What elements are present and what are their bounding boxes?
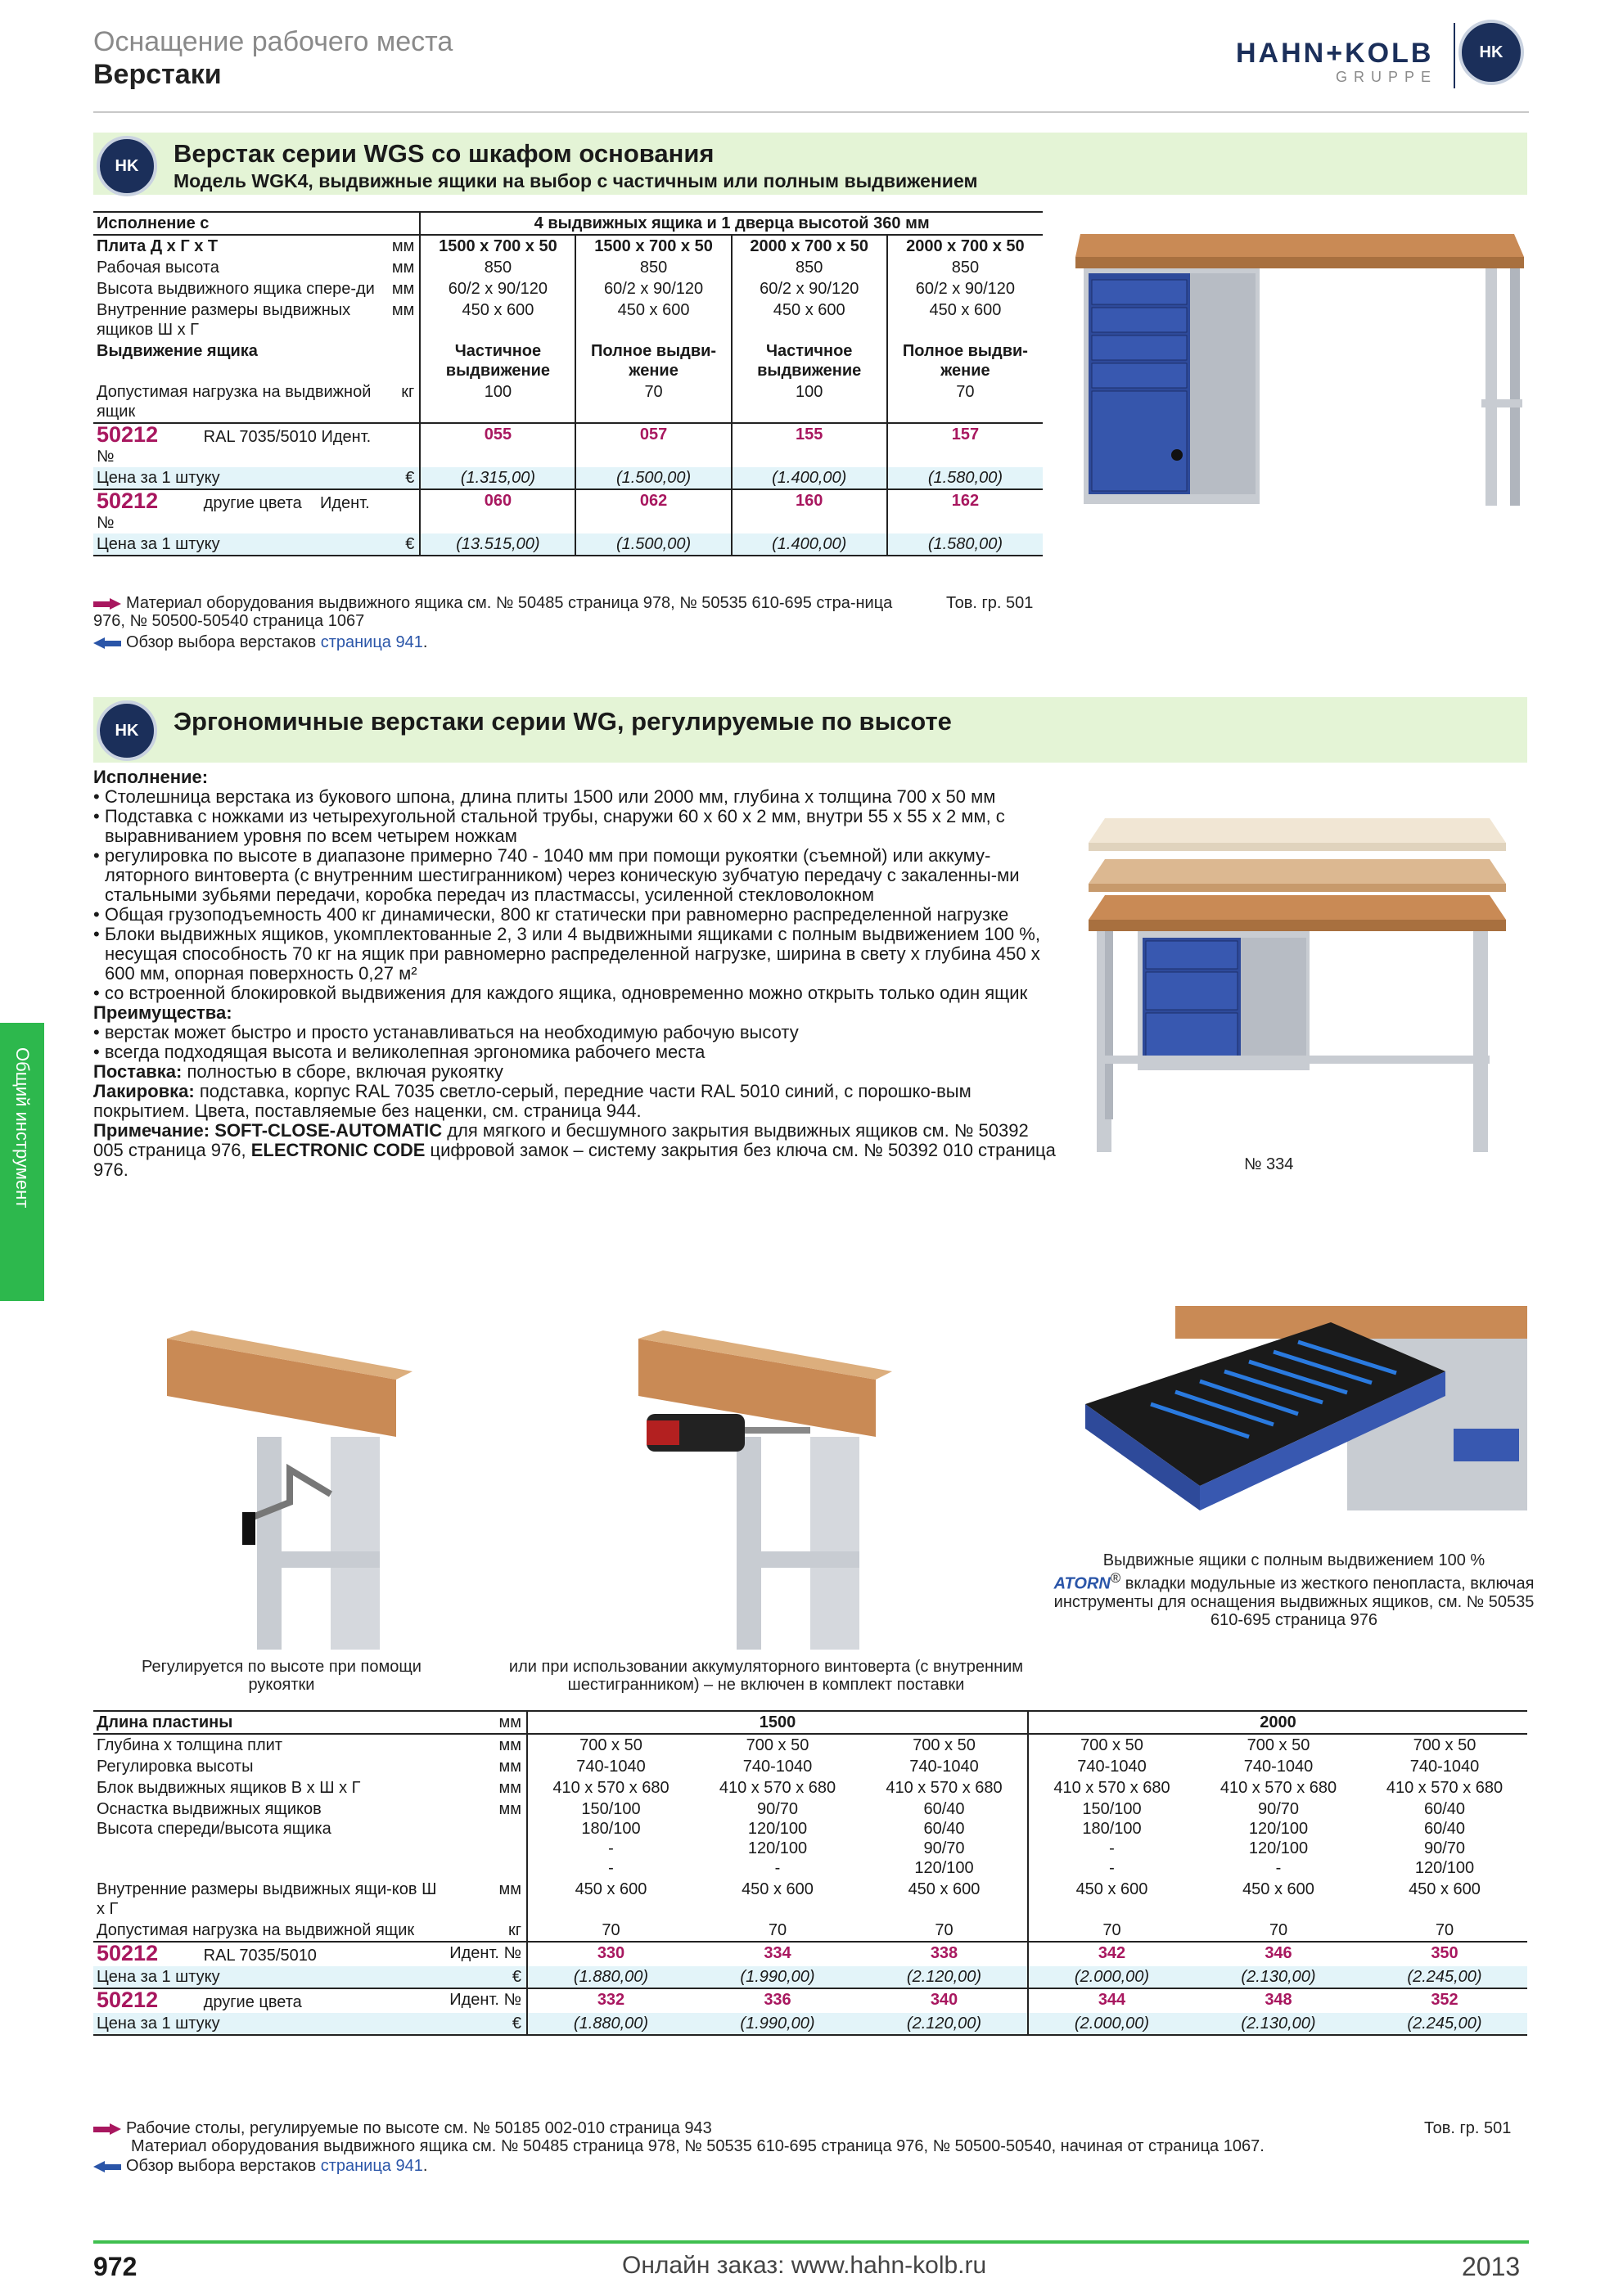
price: (1.500,00)	[575, 533, 731, 556]
item-id: 336	[764, 1991, 791, 2009]
equip-label: Оснастка выдвижных ящиков	[97, 1800, 322, 1818]
table-cell: 2000 х 700 х 50	[732, 235, 887, 257]
unit-cell: мм	[498, 1736, 521, 1754]
unit-cell: мм	[498, 1713, 521, 1731]
arrow-left-icon	[93, 2161, 121, 2172]
item-id: 330	[527, 1942, 694, 1966]
table-cell: 700 х 50	[913, 1736, 976, 1754]
variant-label: RAL 7035/5010	[203, 1947, 317, 1965]
logo-divider	[1454, 23, 1455, 88]
table-cell: 150/100 180/100 - -	[527, 1799, 694, 1879]
note-end: .	[422, 633, 428, 651]
table-cell: 60/40 60/40 90/70 120/100	[914, 1800, 974, 1877]
table-cell: 450 х 600	[420, 299, 575, 340]
supply-label: Поставка:	[93, 1061, 183, 1082]
section1-title: Верстак серии WGS со шкафом основания	[174, 139, 715, 168]
table-cell: 740-1040	[1243, 1758, 1314, 1776]
price: (1.580,00)	[887, 533, 1043, 556]
table-cell: 850	[887, 257, 1043, 278]
item-id: 344	[1028, 1988, 1195, 2013]
price: (2.000,00)	[1028, 2013, 1195, 2035]
table-cell: 410 х 570 х 680	[1386, 1779, 1504, 1797]
table-cell: 70	[887, 381, 1043, 423]
adv-item: • всегда подходящая высота и великолепная эргономика рабочего места	[93, 1042, 1059, 1062]
section1-subtitle: Модель WGK4, выдвижные ящики на выбор с частичным или полным выдвижением	[174, 170, 978, 191]
section2-description	[93, 768, 1059, 1180]
variant-label: другие цвета	[203, 1993, 302, 2011]
catalog-year: 2013	[1462, 2252, 1521, 2281]
exec-item: • Подставка с ножками из четырехугольной стальной трубы, снаружи 60 х 60 х 2 мм, внутри 55 х 55 х 2 мм, с выравниванием уровня по всем четырем ножкам	[93, 807, 1059, 846]
table-cell: 700 х 50	[1028, 1734, 1195, 1756]
item-id: 057	[575, 423, 731, 467]
table-cell: 410 х 570 х 680	[527, 1777, 694, 1799]
table-cell: 60/2 х 90/120	[732, 278, 887, 299]
page-section-label: Оснащение рабочего места	[93, 26, 453, 57]
price: (1.400,00)	[732, 533, 887, 556]
table-cell: 700 х 50	[1413, 1736, 1476, 1754]
caption-drawer-line: вкладки модульные из жесткого пенопласта, включая инструменты для оснащения выдвижных ящиков, см. № 50535 610-695 страница 976	[1053, 1574, 1535, 1629]
table-cell: 410 х 570 х 680	[886, 1779, 1003, 1797]
arrow-right-icon	[93, 2123, 121, 2135]
adv-item: • верстак может быстро и просто устанавливаться на необходимую рабочую высоту	[93, 1023, 1059, 1042]
caption-drawer-line: Выдвижные ящики с полным выдвижением 100 %	[1102, 1551, 1485, 1569]
section1-badge-icon	[97, 136, 157, 196]
exec-heading: Исполнение:	[93, 767, 209, 787]
table-cell: 450 х 600	[908, 1880, 981, 1898]
table-cell: 60/2 х 90/120	[575, 278, 731, 299]
exec-item: • Общая грузоподъемность 400 кг динамически, 800 кг статически при равномерно распределенной нагрузке	[93, 905, 1059, 925]
table-cell: 60/40 60/40 90/70 120/100	[1414, 1800, 1475, 1877]
table-cell: 700 х 50	[527, 1734, 694, 1756]
section1-note-overview	[93, 633, 427, 651]
caption-crank: Регулируется по высоте при помощи рукоятки	[142, 1658, 422, 1694]
adv-heading: Преимущества:	[93, 1002, 232, 1023]
table-cell: 70	[1435, 1921, 1454, 1939]
item-id: 160	[732, 489, 887, 533]
section2-spec-table	[93, 1710, 1527, 2036]
note-text: Обзор выбора верстаков	[126, 2157, 317, 2175]
table-cell: 60/2 х 90/120	[887, 278, 1043, 299]
arrow-left-icon	[93, 637, 121, 649]
price: (1.880,00)	[527, 2013, 694, 2035]
item-id: 342	[1028, 1942, 1195, 1966]
item-id: 157	[887, 423, 1043, 467]
id-label: Идент. №	[449, 1944, 521, 1962]
table-cell: 450 х 600	[732, 299, 887, 340]
id-label: Идент. №	[97, 428, 372, 466]
table-cell: Исполнение с	[97, 214, 210, 232]
table-cell: Полное выдви-жение	[887, 340, 1043, 381]
price: (13.515,00)	[420, 533, 575, 556]
supply-text: полностью в сборе, включая рукоятку	[187, 1061, 503, 1082]
table-cell: 4 выдвижных ящика и 1 дверца высотой 360 мм	[420, 212, 1043, 235]
price: (1.315,00)	[420, 467, 575, 489]
item-code: 50212	[97, 1941, 159, 1965]
unit-cell: мм	[498, 1758, 521, 1776]
drawer-tools-image	[1069, 1306, 1527, 1543]
table-cell: 700 х 50	[746, 1736, 809, 1754]
item-id: 062	[575, 489, 731, 533]
table-cell: 60/2 х 90/120	[420, 278, 575, 299]
item-id: 346	[1265, 1944, 1292, 1962]
item-id: 340	[930, 1991, 958, 2009]
unit-cell: мм	[391, 237, 415, 255]
unit-cell: мм	[391, 259, 415, 277]
table-cell: 700 х 50	[1247, 1736, 1310, 1754]
table-cell: 450 х 600	[887, 299, 1043, 340]
table-cell: 100	[420, 381, 575, 423]
section1-product-group: Тов. гр. 501	[946, 594, 1034, 612]
overview-page-link[interactable]: страница 941	[320, 633, 423, 651]
section2-note-worktables	[93, 2119, 1370, 2155]
exec-item: • Столешница верстака из букового шпона, длина плиты 1500 или 2000 мм, глубина х толщина 700 х 50 мм	[93, 787, 1059, 807]
table-cell: 70	[527, 1920, 694, 1942]
price: (2.245,00)	[1362, 2013, 1527, 2035]
crank-adjust-image	[167, 1330, 413, 1650]
table-cell: Частичное выдвижение	[732, 340, 887, 381]
table-cell: Выдвижение ящика	[97, 342, 258, 360]
table-cell: 740-1040	[742, 1758, 813, 1776]
badge-label: HK	[115, 721, 139, 740]
table-cell: 410 х 570 х 680	[1028, 1777, 1195, 1799]
item-id: 332	[527, 1988, 694, 2013]
table-cell: 450 х 600	[1409, 1880, 1481, 1898]
table-cell: Блок выдвижных ящиков В х Ш х Г	[97, 1779, 361, 1797]
price: (2.130,00)	[1195, 2013, 1362, 2035]
table-cell: Частичное выдвижение	[420, 340, 575, 381]
section2-product-group: Тов. гр. 501	[1424, 2119, 1512, 2137]
table-cell: 740-1040	[527, 1756, 694, 1777]
table-cell: 740-1040	[1028, 1756, 1195, 1777]
remark-text: цифровой замок – систему закрытия без ключа см. № 50392 010 страница 976.	[93, 1140, 1056, 1180]
item-id: 338	[930, 1944, 958, 1962]
table-cell: Глубина х толщина плит	[97, 1736, 282, 1754]
table-cell: 2000	[1028, 1711, 1527, 1734]
unit-cell: кг	[507, 1921, 521, 1939]
table-cell: 1500 х 700 х 50	[575, 235, 731, 257]
table-cell: 740-1040	[1409, 1758, 1480, 1776]
header-divider	[93, 111, 1529, 113]
paint-line	[93, 1082, 1059, 1121]
adjustable-workbench-image	[1080, 810, 1527, 1154]
table-cell: 450 х 600	[527, 1879, 694, 1920]
section1-spec-table	[93, 211, 1043, 556]
price: (2.000,00)	[1028, 1966, 1195, 1988]
currency: €	[445, 1966, 527, 1988]
unit-cell: мм	[498, 1779, 521, 1797]
table-cell: Плита Д х Г х Т	[97, 237, 219, 255]
exec-item: • со встроенной блокировкой выдвижения для каждого ящика, одновременно можно открыть только один ящик	[93, 984, 1059, 1003]
price-label: Цена за 1 штуку	[93, 2013, 445, 2035]
table-cell: 850	[420, 257, 575, 278]
overview-page-link[interactable]: страница 941	[320, 2157, 423, 2175]
unit-cell: мм	[391, 301, 415, 319]
table-cell: 450 х 600	[575, 299, 731, 340]
price: (1.990,00)	[694, 1966, 861, 1988]
table-cell: 410 х 570 х 680	[719, 1779, 836, 1797]
price: (1.880,00)	[527, 1966, 694, 1988]
item-id: 055	[420, 423, 575, 467]
table-cell: Внутренние размеры выдвижных ящиков Ш х Г	[97, 301, 351, 339]
price: (2.130,00)	[1195, 1966, 1362, 1988]
table-cell	[93, 1799, 445, 1879]
footer-divider	[93, 2240, 1529, 2244]
brand-logo-text: HAHN+KOLB	[1236, 38, 1434, 69]
price: (1.580,00)	[887, 467, 1043, 489]
table-cell: 2000 х 700 х 50	[887, 235, 1043, 257]
price: (2.120,00)	[861, 2013, 1028, 2035]
brand-logo-subtext: GRUPPE	[1336, 69, 1438, 85]
variant-label: другие цвета	[203, 494, 302, 512]
caption-drill: или при использовании аккумуляторного винтоверта (с внутренним шестигранником) – не включен в комплект поставки	[508, 1658, 1024, 1694]
side-category-tab	[0, 1023, 44, 1301]
table-cell: 740-1040	[909, 1758, 979, 1776]
table-cell: 100	[732, 381, 887, 423]
currency: €	[379, 533, 421, 556]
note-end: .	[422, 2157, 428, 2175]
price: (1.500,00)	[575, 467, 731, 489]
table-cell: 70	[575, 381, 731, 423]
page-title: Верстаки	[93, 59, 222, 90]
brand-badge-label: HK	[1479, 43, 1504, 61]
paint-label: Лакировка:	[93, 1081, 195, 1101]
price: (1.400,00)	[732, 467, 887, 489]
workbench-cabinet-image	[1072, 218, 1527, 529]
arrow-right-icon	[93, 598, 121, 610]
caption-334: № 334	[1244, 1155, 1294, 1173]
table-cell: 850	[575, 257, 731, 278]
table-cell: 1500 х 700 х 50	[420, 235, 575, 257]
item-id: 162	[887, 489, 1043, 533]
item-id: 350	[1431, 1944, 1458, 1962]
currency: €	[379, 467, 421, 489]
table-cell: 70	[1269, 1921, 1288, 1939]
note-text: Материал оборудования выдвижного ящика см. № 50485 страница 978, № 50535 610-695 страница 976, № 50500-50540, начиная от страница 1067.	[131, 2137, 1265, 2155]
table-cell: 70	[1028, 1920, 1195, 1942]
table-cell: 450 х 600	[1242, 1880, 1314, 1898]
item-id: 352	[1431, 1991, 1458, 2009]
table-cell: 150/100 180/100 - -	[1028, 1799, 1195, 1879]
item-id: 155	[732, 423, 887, 467]
table-cell: Допустимая нагрузка на выдвижной ящик	[97, 383, 372, 421]
table-cell: 70	[768, 1921, 787, 1939]
section2-title: Эргономичные верстаки серии WG, регулируемые по высоте	[174, 707, 952, 736]
table-cell: Полное выдви-жение	[575, 340, 731, 381]
item-code: 50212	[97, 488, 159, 513]
price-label: Цена за 1 штуку	[93, 1966, 445, 1988]
table-cell: 850	[732, 257, 887, 278]
unit-cell: кг	[401, 383, 415, 401]
section2-note-overview	[93, 2157, 427, 2175]
equip-label2: Высота спереди/высота ящика	[97, 1820, 331, 1838]
remark-bold: SOFT-CLOSE-AUTOMATIC	[214, 1120, 443, 1141]
remark-label: Примечание:	[93, 1120, 210, 1141]
price-label: Цена за 1 штуку	[93, 467, 379, 489]
exec-item: • регулировка по высоте в диапазоне примерно 740 - 1040 мм при помощи рукоятки (съемной) или аккуму-ляторного винтоверта (с внутренним шестигранником) через коническую зубчатую передачу с закаленны-ми стальными зубьями передачи, коробка передач из пластмассы, усиленной стекловолокном	[93, 846, 1059, 905]
price-label: Цена за 1 штуку	[93, 533, 379, 556]
table-cell: 70	[935, 1921, 954, 1939]
table-cell: Допустимая нагрузка на выдвижной ящик	[97, 1921, 415, 1939]
currency: €	[445, 2013, 527, 2035]
exec-item: • Блоки выдвижных ящиков, укомплектованные 2, 3 или 4 выдвижными ящиками с полным выдвижением 100 %, несущая способность 70 кг на ящик при равномерно распределенной нагрузке, ширина в свету х глубина 450 х 600 мм, опорная поверхность 0,27 м²	[93, 925, 1059, 984]
table-cell: 450 х 600	[1028, 1879, 1195, 1920]
note-text: Рабочие столы, регулируемые по высоте см. № 50185 002-010 страница 943	[126, 2119, 712, 2137]
page-number: 972	[93, 2252, 138, 2281]
item-id: 348	[1265, 1991, 1292, 2009]
item-id: 334	[764, 1944, 791, 1962]
unit-cell: мм	[498, 1880, 521, 1898]
table-cell: 90/70 120/100 120/100 -	[747, 1800, 808, 1877]
table-cell: 90/70 120/100 120/100 -	[1248, 1800, 1309, 1877]
table-cell: Рабочая высота	[97, 259, 219, 277]
remark-line	[93, 1121, 1059, 1180]
remark-bold: ELECTRONIC CODE	[250, 1140, 426, 1160]
table-cell: Длина пластины	[97, 1713, 233, 1731]
id-label: Идент. №	[97, 494, 370, 532]
item-code: 50212	[97, 422, 159, 447]
caption-drawer: Выдвижные ящики с полным выдвижением 100 % ATORN® вкладки модульные из жесткого пенопласта, включая инструменты для оснащения выдвижных ящиков, см. № 50535 610-695 страница 976	[1053, 1551, 1535, 1629]
table-cell: Внутренние размеры выдвижных ящи-ков Ш х Г	[97, 1880, 437, 1918]
price: (1.990,00)	[694, 2013, 861, 2035]
table-cell: Регулировка высоты	[97, 1758, 254, 1776]
id-label: Идент. №	[449, 1991, 521, 2009]
table-cell: Высота выдвижного ящика спере-ди	[97, 280, 375, 298]
drill-adjust-image	[638, 1330, 892, 1650]
variant-label: RAL 7035/5010	[203, 428, 317, 446]
remark-text: для мягкого и бесшумного закрытия выдвижных ящиков см. № 50392 005 страница 976,	[93, 1120, 1029, 1160]
supply-line	[93, 1062, 1059, 1082]
paint-text: подставка, корпус RAL 7035 светло-серый, передние части RAL 5010 синий, с порошко-вым покрытием. Цвета, поставляемые без наценки, см. страница 944.	[93, 1081, 972, 1121]
online-order-text[interactable]: Онлайн заказ: www.hahn-kolb.ru	[622, 2252, 987, 2279]
table-cell: 450 х 600	[742, 1880, 814, 1898]
price: (2.245,00)	[1362, 1966, 1527, 1988]
side-category-label: Общий инструмент	[12, 1047, 33, 1209]
note-text: Обзор выбора верстаков	[126, 633, 317, 651]
section1-note-material	[93, 594, 920, 630]
price: (2.120,00)	[861, 1966, 1028, 1988]
table-cell: 1500	[527, 1711, 1028, 1734]
badge-label: HK	[115, 156, 139, 175]
atorn-logo: ATORN	[1053, 1574, 1111, 1593]
unit-cell: мм	[498, 1800, 521, 1818]
item-code: 50212	[97, 1988, 159, 2012]
brand-badge-icon	[1458, 20, 1524, 85]
item-id: 060	[420, 489, 575, 533]
unit-cell: мм	[391, 280, 415, 298]
section2-badge-icon	[97, 700, 157, 761]
note-text: Материал оборудования выдвижного ящика см. № 50485 страница 978, № 50535 610-695 стра-ница 976, № 50500-50540 страница 1067	[93, 594, 893, 630]
table-cell: 410 х 570 х 680	[1220, 1779, 1337, 1797]
